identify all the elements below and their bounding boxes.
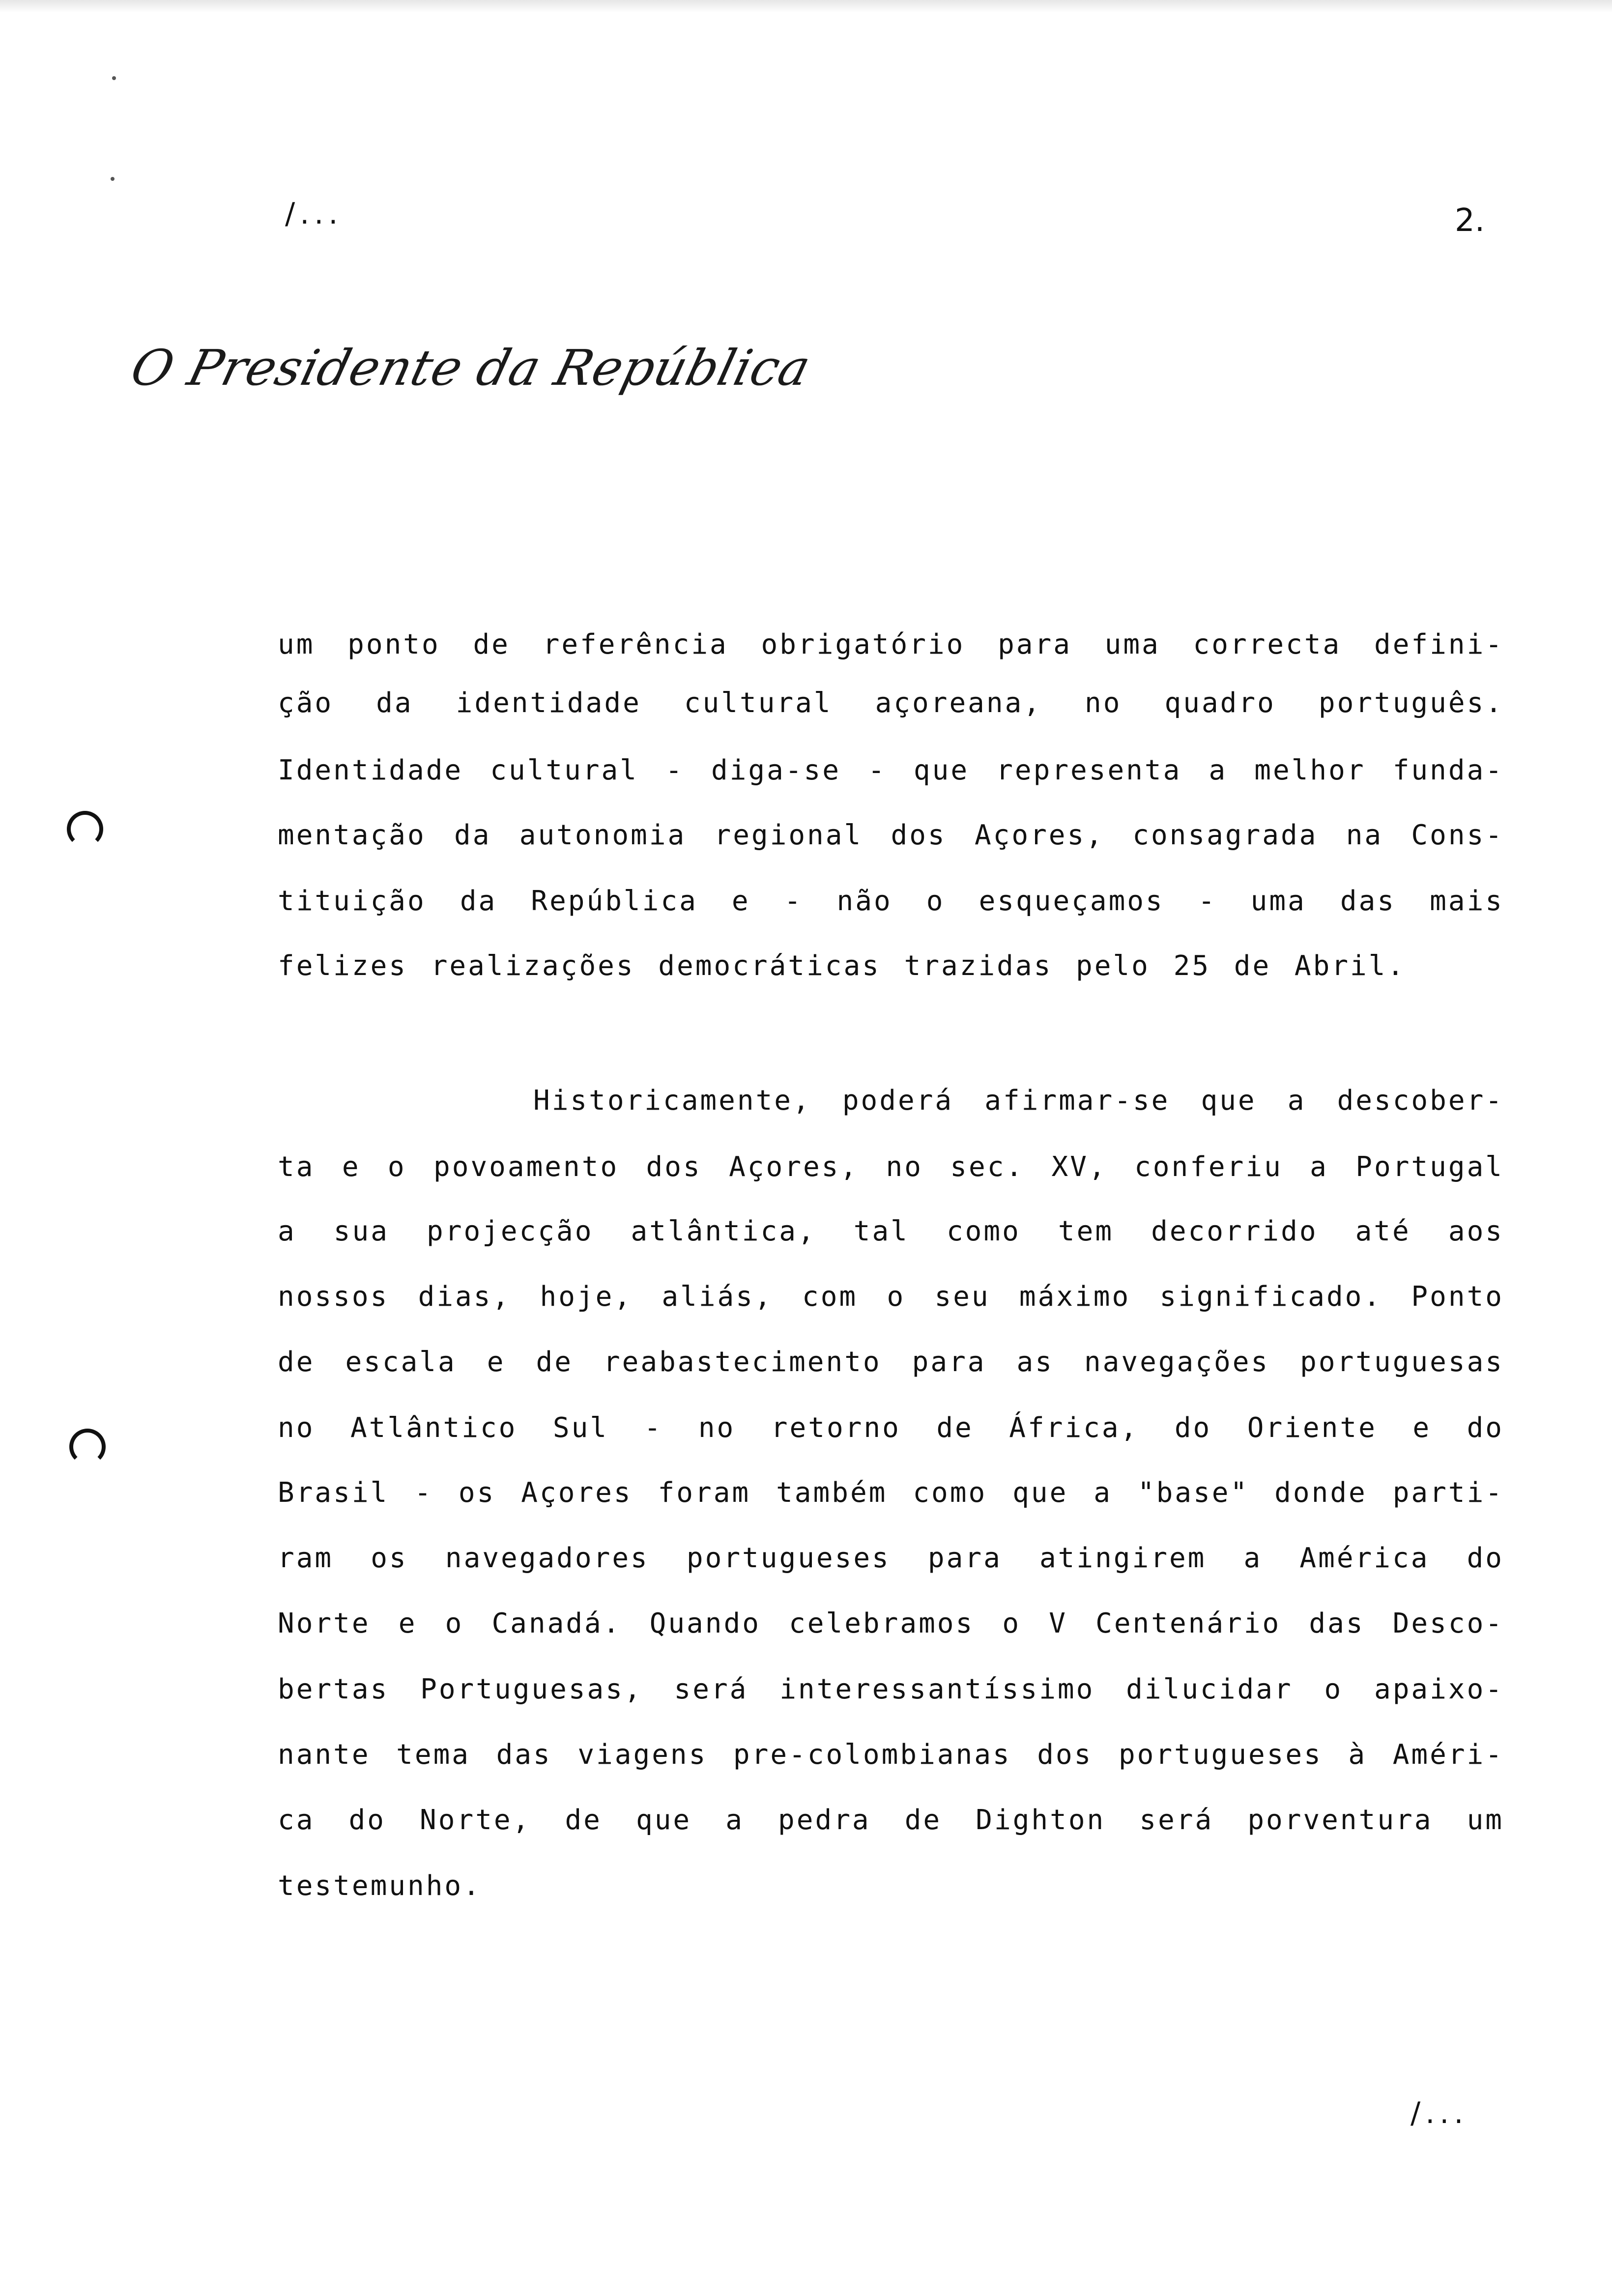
- page-number: 2.: [1455, 202, 1485, 239]
- text-line: felizes realizações democráticas trazidas pelo 25 de Abril.: [278, 950, 1406, 982]
- letterhead-signature: O Presidente da República: [125, 339, 817, 397]
- text-line: Identidade cultural - diga-se - que representa a melhor funda-: [278, 754, 1504, 786]
- text-line: nante tema das viagens pre-colombianas dos portugueses à Améri-: [278, 1739, 1504, 1771]
- text-line: ca do Norte, de que a pedra de Dighton será porventura um: [278, 1804, 1504, 1836]
- text-line: no Atlântico Sul - no retorno de África, do Oriente e do: [278, 1412, 1504, 1444]
- punch-hole: [67, 811, 103, 847]
- text-line: ram os navegadores portugueses para atingirem a América do: [278, 1542, 1504, 1574]
- text-line: bertas Portuguesas, será interessantíssimo dilucidar o apaixo-: [278, 1673, 1504, 1705]
- text-line: ta e o povoamento dos Açores, no sec. XV, conferiu a Portugal: [278, 1151, 1504, 1183]
- scan-speck: [111, 177, 115, 181]
- punch-hole: [69, 1429, 106, 1465]
- text-line: mentação da autonomia regional dos Açores, consagrada na Cons-: [278, 819, 1504, 851]
- text-line: ção da identidade cultural açoreana, no quadro português.: [278, 687, 1504, 719]
- text-line: Brasil - os Açores foram também como que a "base" donde parti-: [278, 1477, 1504, 1509]
- scan-speck: [112, 76, 116, 80]
- scan-top-edge: [0, 0, 1612, 13]
- text-line: nossos dias, hoje, aliás, com o seu máximo significado. Ponto: [278, 1281, 1504, 1313]
- text-line: Historicamente, poderá afirmar-se que a descober-: [533, 1085, 1504, 1117]
- text-line: Norte e o Canadá. Quando celebramos o V Centenário das Desco-: [278, 1607, 1504, 1639]
- text-line: testemunho.: [278, 1870, 482, 1902]
- text-line: tituição da República e - não o esqueçamos - uma das mais: [278, 885, 1504, 917]
- text-line: um ponto de referência obrigatório para uma correcta defini-: [278, 629, 1504, 660]
- continuation-mark-top: /...: [285, 197, 343, 231]
- text-line: de escala e de reabastecimento para as navegações portuguesas: [278, 1346, 1504, 1378]
- text-line: a sua projecção atlântica, tal como tem decorrido até aos: [278, 1215, 1504, 1247]
- continuation-mark-bottom: /...: [1410, 2096, 1468, 2130]
